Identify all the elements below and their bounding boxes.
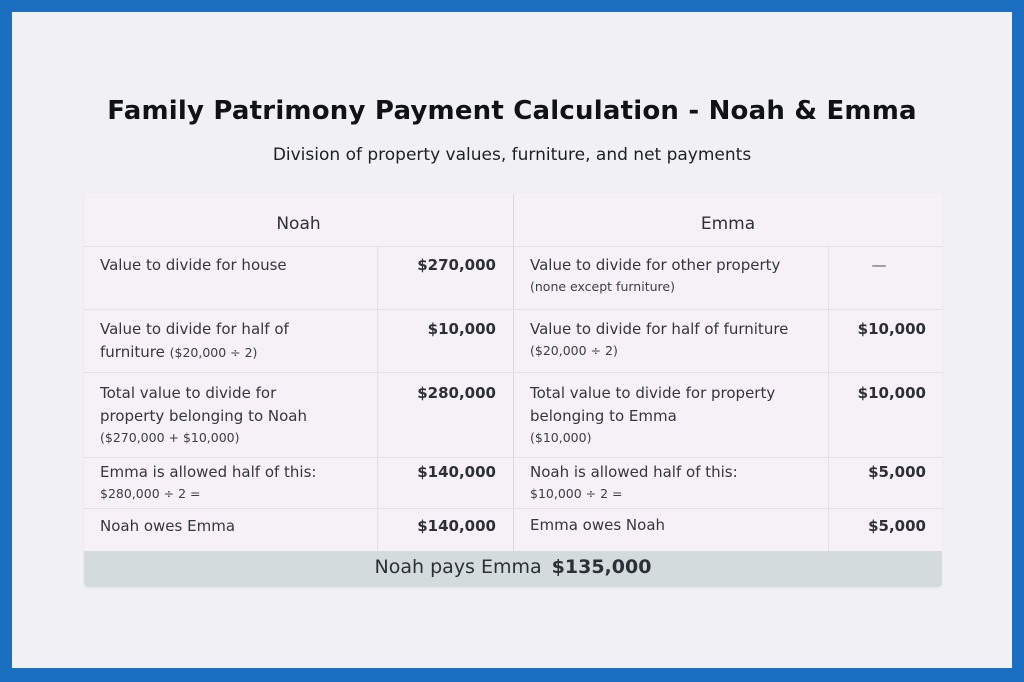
row-house-value: $270,000 [417,256,496,274]
noah-value-divider [377,246,378,551]
calculation-table [84,194,942,587]
row-noah-allowed-value: $5,000 [868,463,926,481]
row-emma-half-furniture-value: $10,000 [857,320,926,338]
row-total-emma-value: $10,000 [857,384,926,402]
row-noah-owes-label: Noah owes Emma [100,517,236,535]
page-frame [12,12,1012,668]
net-payment-amount: $135,000 [551,556,652,578]
row-divider [84,309,942,310]
row-half-furniture-value: $10,000 [427,320,496,338]
row-noah-owes-value: $140,000 [417,517,496,535]
row-emma-allowed-value: $140,000 [417,463,496,481]
row-emma-allowed-label: Emma is allowed half of this: $280,000 ÷ 2 = [100,463,317,501]
row-divider [84,246,942,247]
emma-header: Emma [700,214,756,234]
row-other-property-value: — [871,256,887,274]
row-total-emma-label: Total value to divide for property belonging to Emma ($10,000) [530,384,776,445]
emma-value-divider [828,246,829,551]
row-emma-owes-label: Emma owes Noah [530,516,666,534]
row-half-furniture-label: Value to divide for half of furniture ($20,000 ÷ 2) [100,320,289,361]
row-divider [84,372,942,373]
noah-header: Noah [276,214,321,234]
row-divider [84,457,942,458]
net-payment-text [84,556,942,578]
row-emma-half-furniture-label: Value to divide for half of furniture ($20,000 ÷ 2) [530,320,789,358]
page-subtitle: Division of property values, furniture, and net payments [272,145,752,165]
page-title: Family Patrimony Payment Calculation - Noah & Emma [107,96,917,126]
net-payment-label: Noah pays Emma [374,556,542,578]
row-noah-allowed-label: Noah is allowed half of this: $10,000 ÷ 2 = [530,463,738,501]
row-house-label: Value to divide for house [100,256,287,274]
row-emma-owes-value: $5,000 [868,517,926,535]
row-total-noah-label: Total value to divide for property belonging to Noah ($270,000 + $10,000) [100,384,307,445]
row-other-property-label: Value to divide for other property (none except furniture) [530,256,781,294]
row-divider [84,508,942,509]
row-total-noah-value: $280,000 [417,384,496,402]
net-payment-footer [84,551,942,587]
